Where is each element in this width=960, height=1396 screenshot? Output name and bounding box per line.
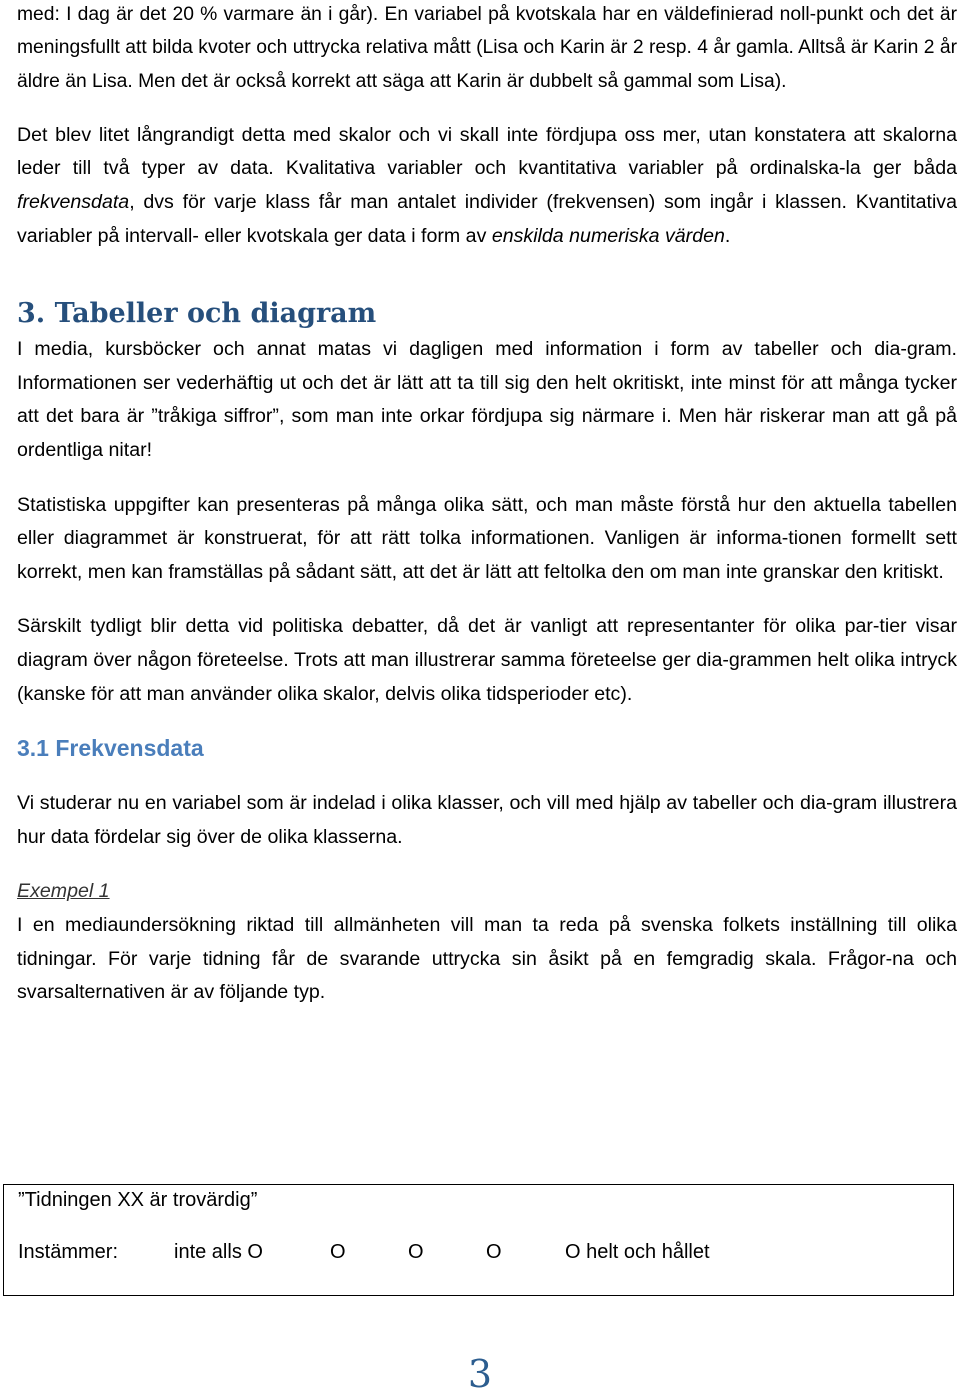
paragraph-scales: med: I dag är det 20 % varmare än i går). En variabel på kvotskala har en väldefinierad noll-punkt och det är meningsfullt att bilda kvoter och uttrycka relativa mått (Lisa och Karin är 2 resp. 4 år gamla. Alltså är Karin 2 år äldre än Lisa. Men det är också korrekt att säga att Karin är dubbelt så gammal som Lisa). (17, 4, 957, 92)
paragraph-statistics: Statistiska uppgifter kan presenteras på många olika sätt, och man måste förstå hur den aktuella tabellen eller diagrammet är konstruerat, för att rätt tolka informationen. Vanligen är informa-tionen formellt sett korrekt, men kan framställas på sådant sätt, att det är lätt att feltolka den om man inte granskar den kritiskt. (17, 493, 957, 583)
survey-question: ”Tidningen XX är trovärdig” (18, 1189, 258, 1211)
scale-option-4: O (486, 1241, 502, 1263)
scale-option-2: O (330, 1241, 346, 1263)
emphasis-frekvensdata: frekvensdata (17, 191, 130, 214)
example-label: Exempel 1 (17, 880, 110, 903)
scale-option-1: inte alls O (174, 1241, 263, 1263)
paragraph-data-types: Det blev litet långrandigt detta med skalor och vi skall inte fördjupa oss mer, utan konstatera att skalorna leder till två typer av data. Kvalitativa variabler och kvantitativa variabler på ordinalska-la ger båda frekvensdata, dvs för varje klass får man antalet individer (frekvensen) som ingår i klassen. Kvantitativa variabler på intervall- eller kvotskala ger data i form av enskilda numeriska värden. (17, 123, 957, 247)
emphasis-numeriska: enskilda numeriska värden (491, 224, 725, 247)
section-heading: 3. Tabeller och diagram (17, 298, 377, 330)
document-page (17, 0, 957, 1010)
survey-box (3, 1184, 954, 1296)
paragraph-example: I en mediaundersökning riktad till allmänheten vill man ta reda på svenska folkets inställning till olika tidningar. För varje tidning får de svarande uttrycka sin åsikt på en femgradig skala. Frågor-na och svarsalternativen är av följande typ. (17, 913, 957, 1004)
paragraph-politics: Särskilt tydligt blir detta vid politiska debatter, då det är vanligt att representanter för olika par-tier visar diagram över någon företeelse. Trots att man illustrerar samma företeelse ger dia-grammen helt olika intryck (kanske för att man använder olika skalor, delvis olika tidsperioder etc). (17, 615, 957, 705)
paragraph-frequency: Vi studerar nu en variabel som är indelad i olika klasser, och vill med hjälp av tabeller och dia-gram illustrera hur data fördelar sig över de olika klasserna. (17, 792, 957, 848)
scale-label: Instämmer: (18, 1241, 119, 1263)
paragraph-media: I media, kursböcker och annat matas vi dagligen med information i form av tabeller och dia-gram. Informationen ser vederhäftig ut och det är lätt att ta till sig den helt okritiskt, inte minst för att många tycker att det bara är ”tråkiga siffror”, som man inte orkar fördjupa sig närmare i. Men här riskerar man att gå på ordentliga nitar! (17, 338, 957, 462)
page-number: 3 (467, 1352, 493, 1396)
subsection-heading: 3.1 Frekvensdata (17, 735, 204, 762)
scale-option-3: O (408, 1241, 424, 1263)
scale-option-5: O helt och hållet (565, 1241, 710, 1263)
